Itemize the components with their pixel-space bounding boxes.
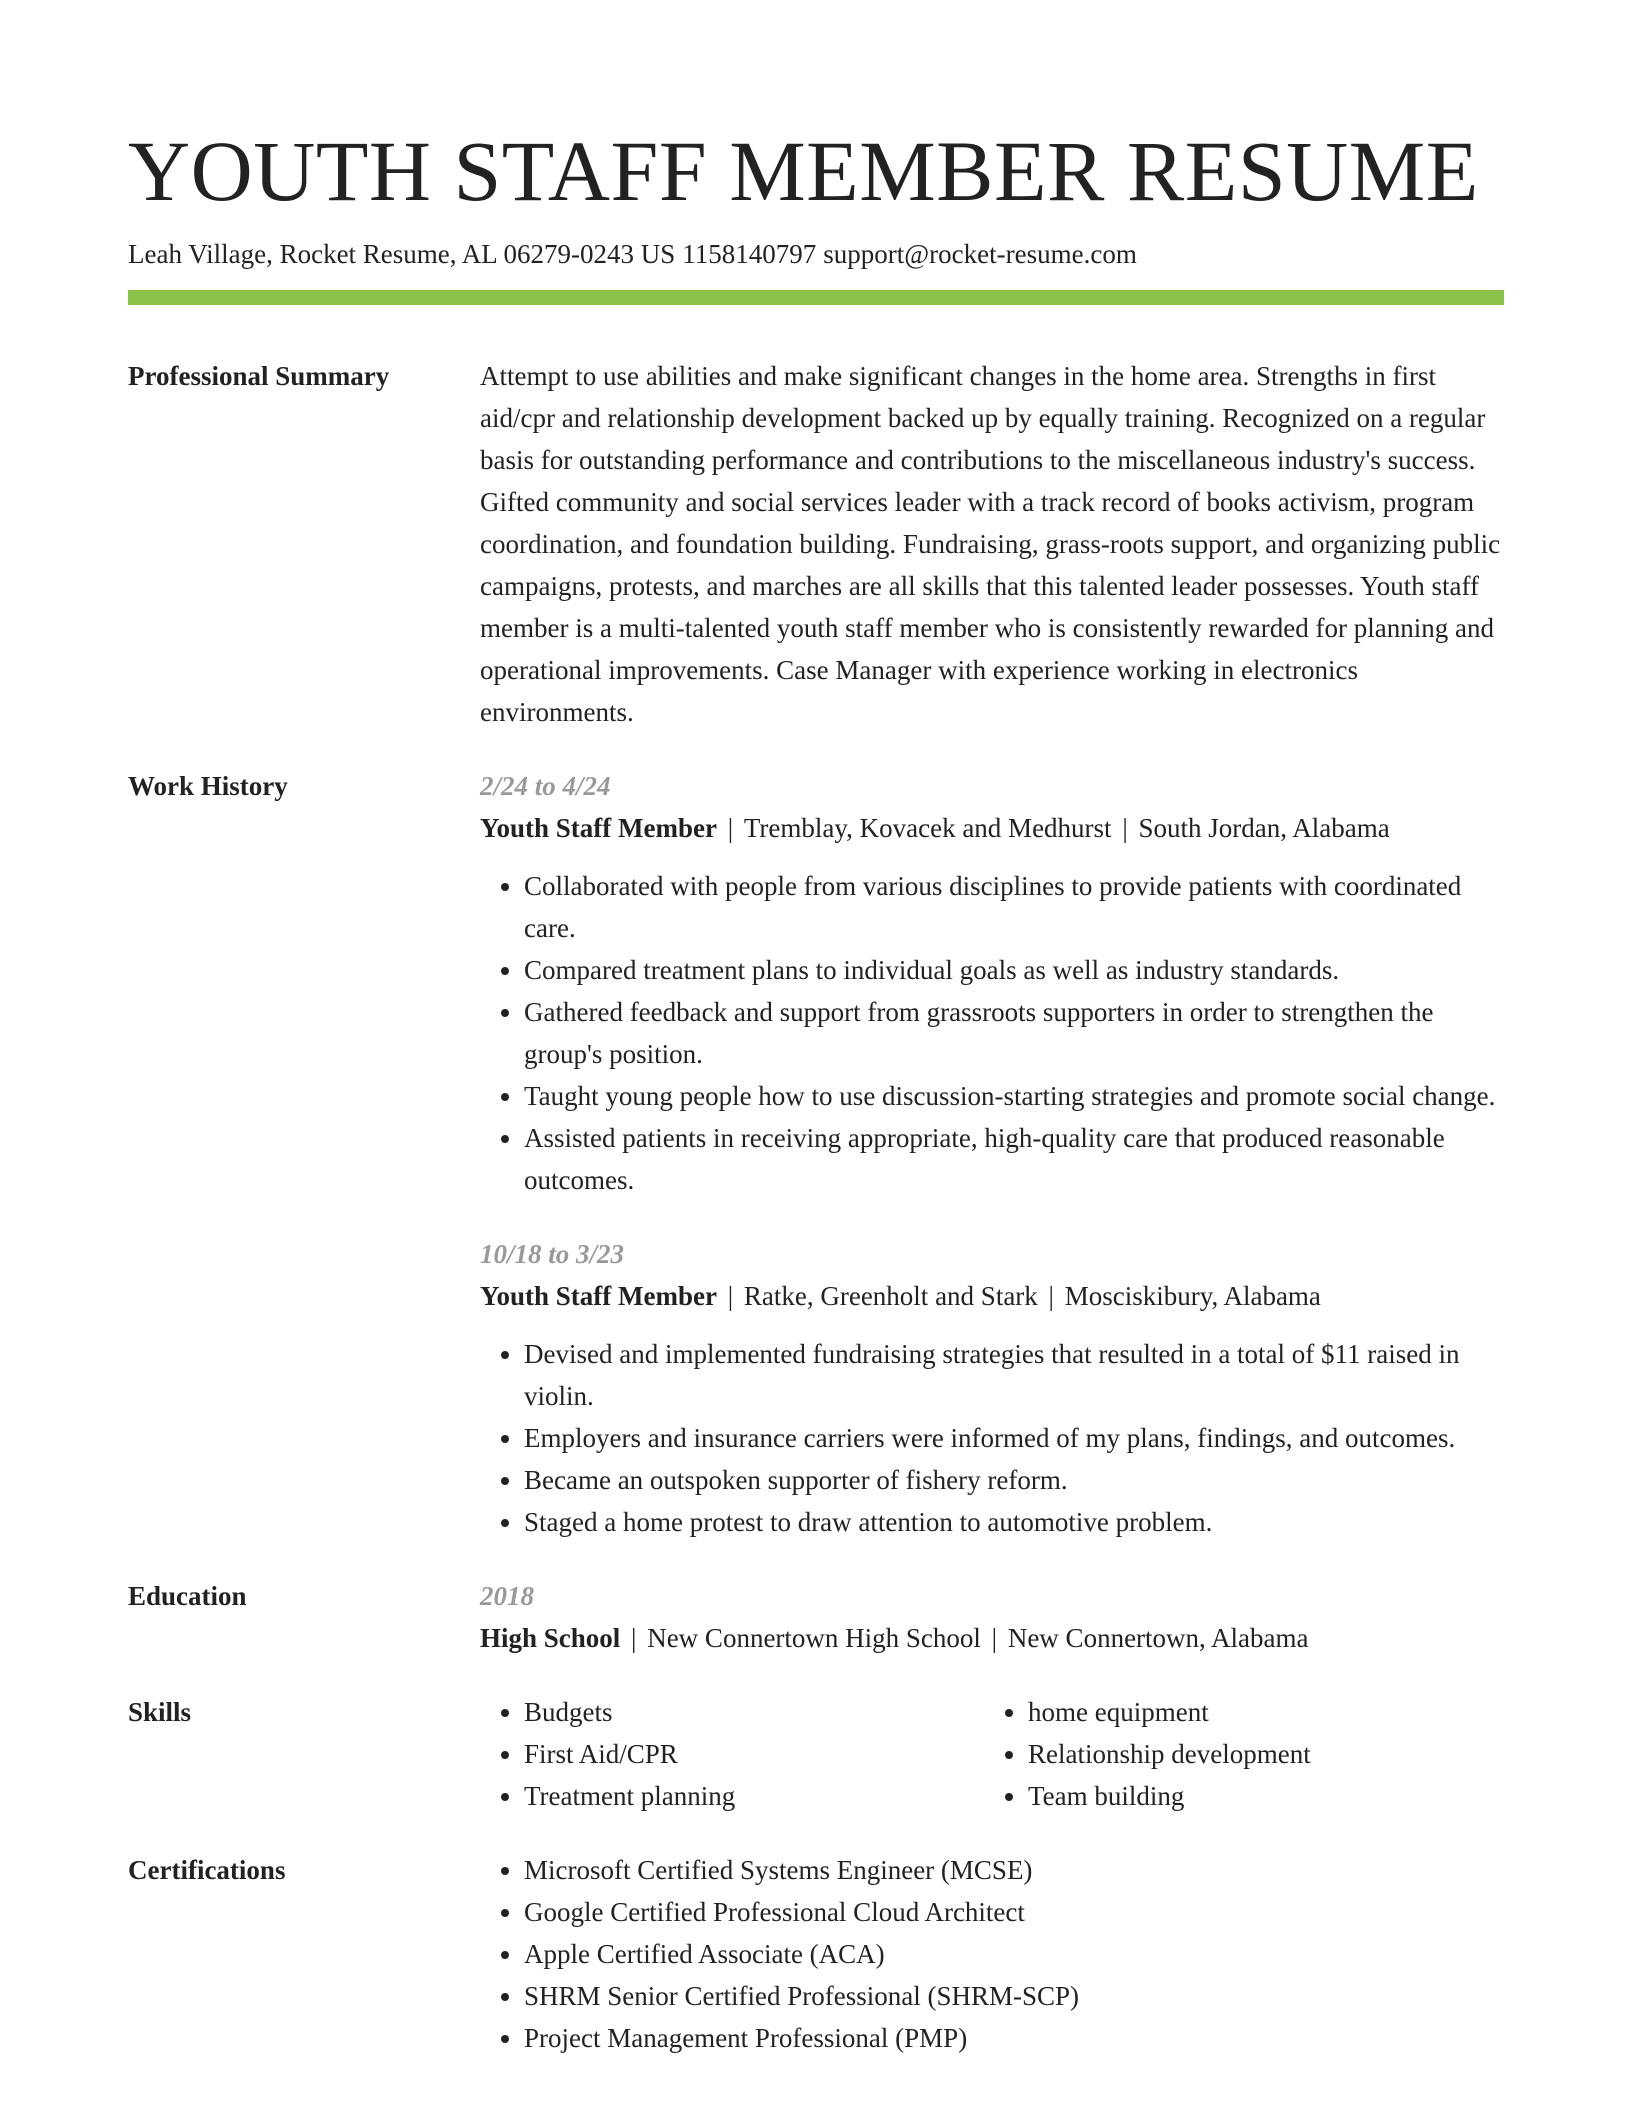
skill-item: • Treatment planning (524, 1775, 984, 1817)
separator: | (1115, 813, 1135, 843)
education-heading (480, 1617, 1504, 1659)
section-body (480, 1575, 1504, 1659)
separator: | (720, 813, 740, 843)
skill-item: • Budgets (524, 1691, 984, 1733)
list-item: • Devised and implemented fundraising strategies that resulted in a total of $11 raised in violin. (524, 1333, 1504, 1417)
skill-item: • home equipment (1028, 1691, 1504, 1733)
contact-address: Leah Village, Rocket Resume, AL 06279-0243 US (128, 239, 676, 269)
education-school: New Connertown High School (647, 1623, 981, 1653)
resume-title: YOUTH STAFF MEMBER RESUME (128, 123, 1479, 219)
list-item: • Staged a home protest to draw attention to automotive problem. (524, 1501, 1504, 1543)
list-item: • Assisted patients in receiving appropriate, high-quality care that produced reasonable outcomes. (524, 1117, 1504, 1201)
certification-item: • Google Certified Professional Cloud Architect (524, 1891, 1504, 1933)
certification-item: • Apple Certified Associate (ACA) (524, 1933, 1504, 1975)
education-degree: High School (480, 1623, 621, 1653)
separator: | (984, 1623, 1004, 1653)
list-item: • Compared treatment plans to individual goals as well as industry standards. (524, 949, 1504, 991)
section-label: Professional Summary (128, 361, 390, 391)
job-location: South Jordan, Alabama (1138, 813, 1390, 843)
skill-item: • Relationship development (1028, 1733, 1504, 1775)
education-year: 2018 (480, 1581, 534, 1611)
list-item: • Collaborated with people from various disciplines to provide patients with coordinated care. (524, 865, 1504, 949)
job-company: Ratke, Greenholt and Stark (743, 1281, 1038, 1311)
skills-column-left (480, 1691, 984, 1817)
contact-phone: 1158140797 (682, 239, 817, 269)
list-item: • Became an outspoken supporter of fishery reform. (524, 1459, 1504, 1501)
separator: | (720, 1281, 740, 1311)
skills-column-right (984, 1691, 1504, 1817)
section-body (480, 1691, 1504, 1817)
section-label: Certifications (128, 1855, 286, 1885)
job-title: Youth Staff Member (480, 813, 717, 843)
job-heading (480, 1275, 1504, 1317)
section-body (480, 1849, 1504, 2059)
contact-email: support@rocket-resume.com (823, 239, 1137, 269)
section-education (128, 1575, 1504, 1659)
job-bullets (480, 1333, 1504, 1543)
job-entry (480, 765, 1504, 1201)
section-label: Work History (128, 771, 288, 801)
resume-page (128, 0, 1504, 2059)
job-company: Tremblay, Kovacek and Medhurst (743, 813, 1112, 843)
summary-text: Attempt to use abilities and make significant changes in the home area. Strengths in first aid/cpr and relationship development backed up by equally training. Recognized on a regular basis for outstanding performance and contributions to the miscellaneous industry's success. Gifted community and social services leader with a track record of books activism, program coordination, and foundation building. Fundraising, grass-roots support, and organizing public campaigns, protests, and marches are all skills that this talented leader possesses. Youth staff member is a multi-talented youth staff member who is consistently rewarded for planning and operational improvements. Case Manager with experience working in electronics environments. (480, 361, 1501, 727)
section-label: Skills (128, 1697, 192, 1727)
section-body (480, 355, 1504, 733)
job-bullets (480, 865, 1504, 1201)
separator: | (1041, 1281, 1061, 1311)
contact-line (128, 236, 1504, 272)
job-title: Youth Staff Member (480, 1281, 717, 1311)
section-certifications (128, 1849, 1504, 2059)
certification-item: • Microsoft Certified Systems Engineer (MCSE) (524, 1849, 1504, 1891)
job-dates: 10/18 to 3/23 (480, 1239, 625, 1269)
list-item: • Taught young people how to use discussion-starting strategies and promote social change. (524, 1075, 1504, 1117)
certification-item: • Project Management Professional (PMP) (524, 2017, 1504, 2059)
section-body (480, 765, 1504, 1543)
job-location: Mosciskibury, Alabama (1064, 1281, 1321, 1311)
list-item: • Gathered feedback and support from grassroots supporters in order to strengthen the group's position. (524, 991, 1504, 1075)
section-work-history (128, 765, 1504, 1543)
separator: | (624, 1623, 644, 1653)
section-professional-summary (128, 355, 1504, 733)
job-entry (480, 1233, 1504, 1543)
section-skills (128, 1691, 1504, 1817)
skill-item: • First Aid/CPR (524, 1733, 984, 1775)
list-item: • Employers and insurance carriers were informed of my plans, findings, and outcomes. (524, 1417, 1504, 1459)
job-heading (480, 807, 1504, 849)
certifications-list (480, 1849, 1504, 2059)
education-location: New Connertown, Alabama (1007, 1623, 1309, 1653)
section-label: Education (128, 1581, 247, 1611)
job-dates: 2/24 to 4/24 (480, 771, 611, 801)
skill-item: • Team building (1028, 1775, 1504, 1817)
accent-divider (128, 290, 1504, 305)
skills-grid (480, 1691, 1504, 1817)
certification-item: • SHRM Senior Certified Professional (SHRM-SCP) (524, 1975, 1504, 2017)
